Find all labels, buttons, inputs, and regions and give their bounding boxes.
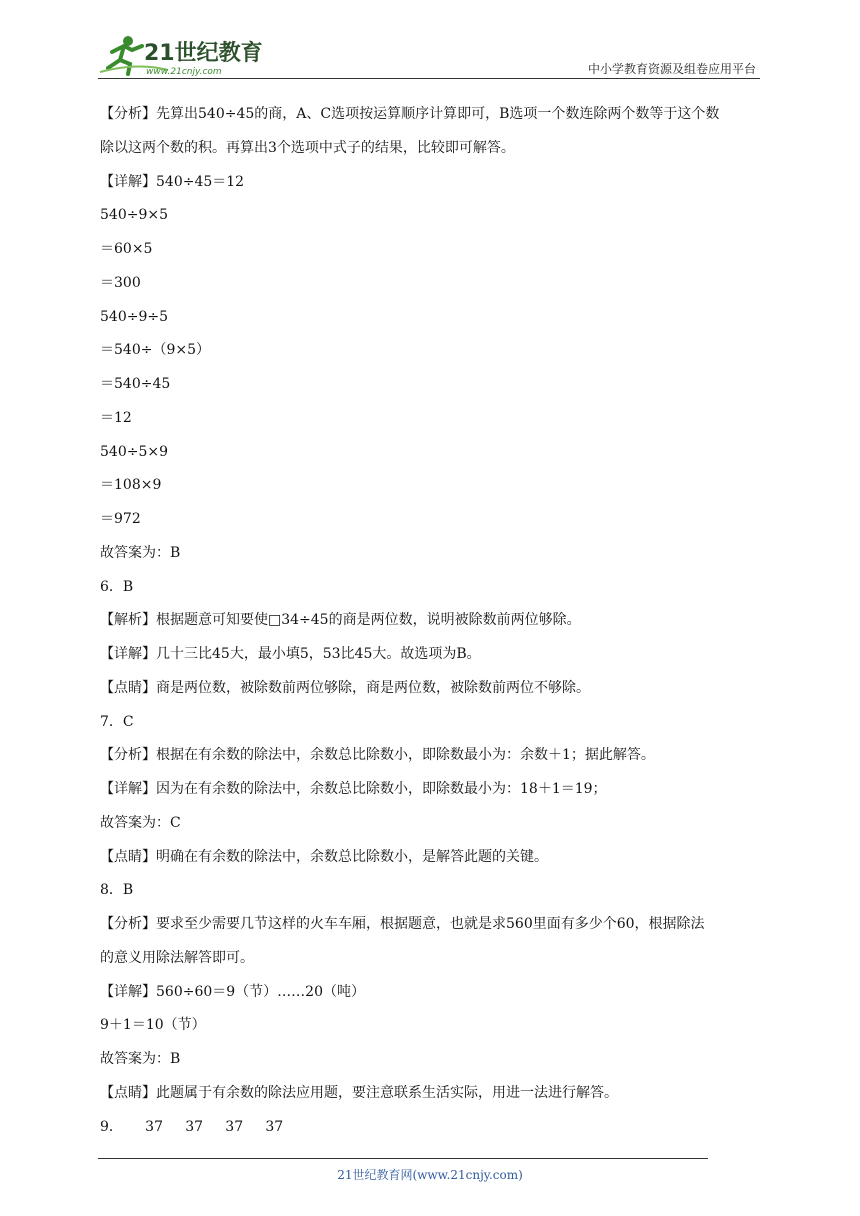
text-line: 【分析】根据在有余数的除法中，余数总比除数小，即除数最小为：余数＋1；据此解答。 [100,747,655,763]
text-line: ＝972 [100,511,141,527]
text-line: 【点睛】此题属于有余数的除法应用题，要注意联系生活实际，用进一法进行解答。 [100,1085,618,1101]
text-line: 540÷5×9 [100,444,168,460]
text-line: 的意义用除法解答即可。 [100,950,254,966]
text-line: ＝12 [100,410,132,426]
text-line: 故答案为：B [100,1051,181,1067]
logo-text: 21世纪教育 [144,41,263,66]
text-line: 故答案为：B [100,545,181,561]
logo-url: www.21cnjy.com [146,67,222,77]
header-divider [98,78,760,79]
question-number: 7．C [100,714,134,730]
logo-runner-icon [98,32,268,78]
text-line: 【详解】因为在有余数的除法中，余数总比除数小，即除数最小为：18＋1＝19； [100,781,607,797]
text-line: 【详解】540÷45＝12 [100,174,245,190]
text-line: ＝300 [100,275,141,291]
text-line: ＝540÷（9×5） [100,342,210,358]
logo [98,32,268,78]
text-line: 【分析】要求至少需要几节这样的火车车厢，根据题意，也就是求560里面有多少个60，根据除法 [100,916,705,932]
question-number: 8．B [100,882,134,898]
text-line: 540÷9÷5 [100,309,168,325]
footer-link[interactable]: 21世纪教育网(www.21cnjy.com) [337,1168,523,1182]
text-line: 【点睛】明确在有余数的除法中，余数总比除数小，是解答此题的关键。 [100,849,548,865]
text-line: 【详解】几十三比45大，最小填5，53比45大。故选项为B。 [100,646,481,662]
question-number: 9． 37 37 37 37 [100,1119,284,1135]
text-line: 【点睛】商是两位数，被除数前两位够除，商是两位数，被除数前两位不够除。 [100,680,590,696]
text-line: 【分析】先算出540÷45的商，A、C选项按运算顺序计算即可，B选项一个数连除两个数等于这个数 [100,106,720,122]
text-line: 【解析】根据题意可知要使□34÷45的商是两位数，说明被除数前两位够除。 [100,612,581,628]
question-number: 6．B [100,579,134,595]
text-line: 540÷9×5 [100,207,168,223]
text-line: ＝60×5 [100,241,153,257]
text-line: 除以这两个数的积。再算出3个选项中式子的结果，比较即可解答。 [100,140,515,156]
text-line: 故答案为：C [100,815,181,831]
text-line: 【详解】560÷60＝9（节）……20（吨） [100,984,365,1000]
header-tagline: 中小学教育资源及组卷应用平台 [587,62,756,76]
text-line: ＝108×9 [100,477,162,493]
text-line: 9＋1＝10（节） [100,1017,206,1033]
text-line: ＝540÷45 [100,376,171,392]
page-header [98,32,760,80]
footer-divider [98,1158,708,1159]
